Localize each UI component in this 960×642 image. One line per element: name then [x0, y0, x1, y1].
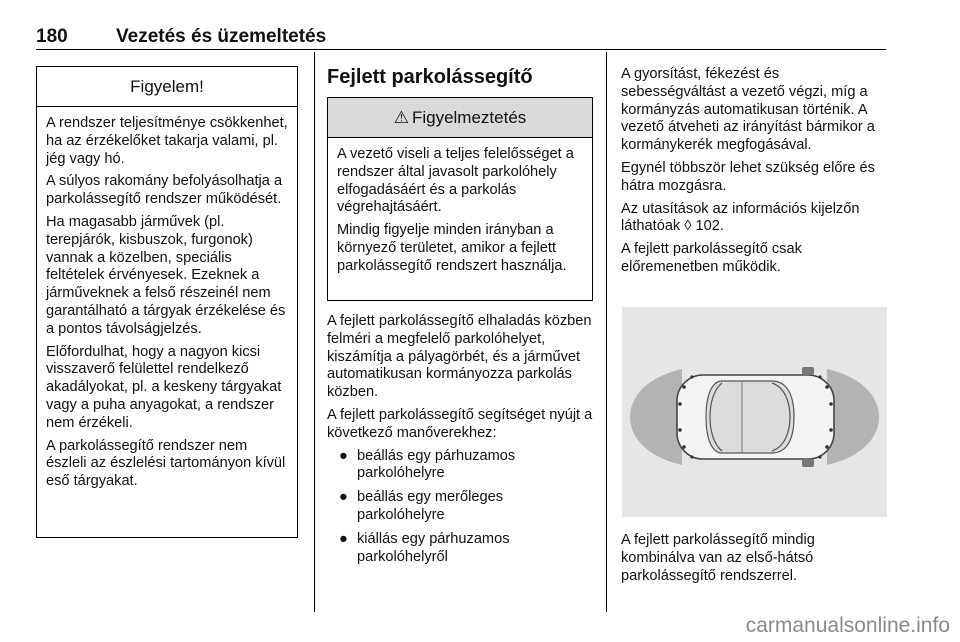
list-item: ● kiállás egy párhuzamos parkolóhelyről [339, 530, 510, 565]
body-paragraph: A fejlett parkolássegítő csak előremenetben működik. [621, 241, 802, 275]
body-paragraph: Egynél többször lehet szükség előre és hátra mozgásra. [621, 159, 875, 194]
bullet-icon: ● [339, 447, 348, 464]
body-paragraph: A fejlett parkolássegítő elhaladás közben felméri a megfelelő parkolóhelyet, kiszámítja a pályagörbét, és a járművet automatikusan kormányozza parkolás közben. [327, 313, 592, 401]
section-title: Fejlett parkolássegítő [327, 66, 533, 88]
warning-box [327, 97, 593, 301]
list-item: ● beállás egy párhuzamos parkolóhelyre [339, 447, 516, 482]
middle-text [327, 313, 593, 572]
maneuver-list [327, 448, 593, 567]
car-sensor-diagram [622, 307, 887, 517]
notice-box-body [37, 107, 297, 491]
warning-box-body [328, 138, 592, 276]
middle-column [327, 66, 593, 88]
column-divider [606, 52, 607, 612]
column-divider [314, 52, 315, 612]
bullet-icon: ● [339, 530, 348, 547]
page-number: 180 [36, 26, 68, 47]
notice-paragraph: A rendszer teljesítménye csökkenhet, ha az érzékelőket takarja valami, pl. jég vagy hó. [46, 115, 288, 167]
chapter-title: Vezetés és üzemeltetés [116, 26, 327, 47]
notice-paragraph: A parkolássegítő rendszer nem észleli az észlelési tartományon kívül eső tárgyakat. [46, 437, 286, 490]
notice-paragraph: Ha magasabb járművek (pl. terepjárók, kisbuszok, furgonok) vannak a közelben, speciális feltételek érvényesek. Ezeknek a járműveknek a felső részeinél nem garantálható a tárgyak érzékelése és a pontos távolságjelzés. [46, 213, 286, 337]
notice-box-title: Figyelem! [37, 67, 297, 107]
warning-paragraph: A vezető viseli a teljes felelősséget a rendszer által javasolt parkolóhely elfogadásáért és a parkolás végrehajtásáért. [337, 146, 574, 216]
watermark: carmanualsonline.info [745, 614, 950, 637]
car-top-view [677, 367, 834, 467]
bullet-icon: ● [339, 489, 348, 506]
warning-box-title: Figyelmeztetés [411, 107, 527, 127]
body-paragraph: A fejlett parkolássegítő mindig kombinálva van az első-hátsó parkolássegítő rendszerrel. [621, 532, 815, 584]
header-rule [36, 49, 886, 50]
notice-box [36, 66, 298, 538]
notice-paragraph: Előfordulhat, hogy a nagyon kicsi visszaverő felülettel rendelkező akadályokat, pl. a keskeny tárgyakat vagy a puha anyagokat, a rendszer nem érzékeli. [46, 343, 282, 431]
body-paragraph: A fejlett parkolássegítő segítséget nyújt a következő manőverekhez: [327, 406, 593, 441]
list-item: ● beállás egy merőleges parkolóhelyre [339, 489, 504, 523]
warning-triangle-icon: ⚠ [393, 107, 409, 127]
page-header [36, 26, 886, 48]
notice-paragraph: A súlyos rakomány befolyásolhatja a parkolássegítő rendszer működését. [46, 173, 283, 208]
warning-paragraph: Mindig figyelje minden irányban a környező területet, amikor a fejlett parkolássegítő rendszert használja. [337, 222, 567, 274]
body-paragraph: A gyorsítást, fékezést és sebességváltást a vezető végzi, míg a kormányzás automatikusan történik. A vezető átveheti az irányítást bármikor a kormánykerék megfogásával. [621, 66, 875, 154]
parking-sensor-illustration [622, 307, 887, 517]
warning-box-header [328, 98, 592, 138]
right-column [621, 66, 887, 282]
rear-sensor-zone [630, 369, 682, 465]
body-paragraph: Az utasítások az információs kijelzőn láthatóak ◊ 102. [621, 200, 860, 235]
right-column-bottom [621, 532, 887, 590]
